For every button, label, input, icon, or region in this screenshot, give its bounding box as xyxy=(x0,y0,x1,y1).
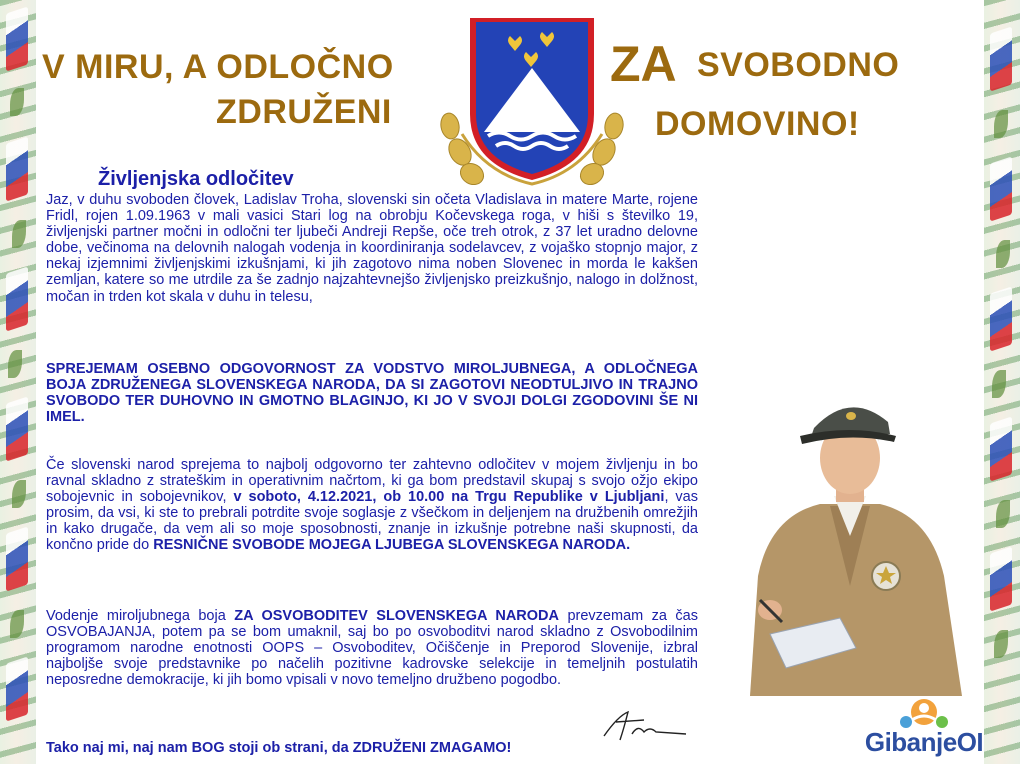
headline-right-line1: SVOBODNO xyxy=(697,46,900,84)
flag-ribbon xyxy=(6,396,28,461)
right-decorative-border xyxy=(984,0,1020,764)
signature-icon xyxy=(598,706,688,746)
leaf xyxy=(996,500,1010,528)
paragraph-request-part-c: , vas prosim, da vsi, ki ste to prebrali potrdite svoje soglasje z všečkom in deljenjem na družbenih omrežjih in kako drugače, da vem ali so moje sposobnosti, znanje in izkušnje potrebne naši skupnosti, da končno pride do xyxy=(46,489,698,554)
paragraph-request-emphasis: RESNIČNE SVOBODE MOJEGA LJUBEGA SLOVENSKEGA NARODA. xyxy=(153,537,631,554)
gibanje-logo-text: GibanjeOI xyxy=(864,727,984,757)
flag-ribbon xyxy=(6,656,28,721)
paragraph-intro: Jaz, v duhu svoboden človek, Ladislav Troha, slovenski sin očeta Vladislava in matere Marte, rojene Fridl, rojen 1.09.1963 v mali vasici Stari log na obrobju Kočevskega roga, v hiši s številko 19, življenjski partner močni in odločni ter ljubeči Andreji Repše, oče treh otrok, z 37 let uradno delovne dobe, večinoma na delovnih nalogah vodenja in koordiniranja sodelavcev, z vojaško stopnjo major, z nekaj izjemnimi življenjskimi izkušnjami, ki jih zagotovo nima noben Slovenec in morda le kakšen zemljan, katere so me utrdile za še zadnjo najzahtevnejšo življenjsko preizkušnjo, nalogo in dolžnost, močan in trden kot skala v duhu in telesu, xyxy=(46,192,698,305)
event-date-location: v soboto, 4.12.2021, ob 10.00 na Trgu Republike v Ljubljani xyxy=(233,489,665,506)
flag-ribbon xyxy=(990,546,1012,611)
paragraph-request xyxy=(46,457,698,554)
flag-ribbon xyxy=(990,286,1012,351)
leaf xyxy=(994,110,1008,138)
paragraph-leadership-emphasis: ZA OSVOBODITEV SLOVENSKEGA NARODA xyxy=(234,608,560,624)
flag-ribbon xyxy=(990,26,1012,91)
leaf xyxy=(10,610,24,638)
paragraph-request-part-a: Če slovenski narod sprejema to najbolj odgovorno ter zahtevno odločitev v mojem življenju in bo ravnal skladno z strateškim in operativnim načrtom, ki ga bom predstavil skupaj s svojo ožjo ekipo sobojevnic in sobojevnikov, xyxy=(46,457,698,506)
coat-of-arms-icon xyxy=(432,14,632,186)
paragraph-leadership-part-c: prevzemam za čas OSVOBAJANJA, potem pa se bom umaknil, saj bo po osvoboditvi narod skladno z Osvobodilnim programom narodne enotnosti OOPS – Osvoboditev, Očiščenje in Preporod Slovenije, izbral najboljše svoje predstavnike po načelih pozitivne kadrovske selekcije in temeljnih postulatih neposredne demokracije, ki jih bomo vpisali v novo temeljno družbeno pogodbo. xyxy=(46,608,698,689)
flag-ribbon xyxy=(6,136,28,201)
headline-left-line2: ZDRUŽENI xyxy=(216,93,392,131)
leaf xyxy=(12,480,26,508)
leaf xyxy=(8,350,22,378)
leaf xyxy=(994,630,1008,658)
headline-right-za: ZA xyxy=(610,36,677,92)
left-decorative-border xyxy=(0,0,36,764)
leaf xyxy=(12,220,26,248)
paragraph-leadership xyxy=(46,608,698,688)
headline-left-line1: V MIRU, A ODLOČNO xyxy=(42,48,394,86)
flag-ribbon xyxy=(6,266,28,331)
flag-ribbon xyxy=(990,156,1012,221)
flag-ribbon xyxy=(6,6,28,71)
leaf xyxy=(992,370,1006,398)
document-title: Življenjska odločitev xyxy=(98,168,294,190)
headline-right-line2: DOMOVINO! xyxy=(655,105,860,143)
paragraph-declaration: SPREJEMAM OSEBNO ODGOVORNOST ZA VODSTVO MIROLJUBNEGA, A ODLOČNEGA BOJA ZDRUŽENEGA SLOVENSKEGA NARODA, DA SI ZAGOTOVI NEODTULJIVO IN TRAJNO SVOBODO TER DUHOVNO IN GMOTNO BLAGINJO, KI JO V SVOJI DOLGI ZGODOVINI ŠE NI IMEL. xyxy=(46,361,698,426)
paragraph-leadership-part-a: Vodenje miroljubnega boja xyxy=(46,608,235,624)
leaf xyxy=(996,240,1010,268)
leaf xyxy=(10,88,24,116)
closing-line: Tako naj mi, naj nam BOG stoji ob strani, da ZDRUŽENI ZMAGAMO! xyxy=(46,740,512,756)
portrait-photo xyxy=(730,386,970,696)
flag-ribbon xyxy=(6,526,28,591)
gibanje-logo xyxy=(862,698,986,760)
flag-ribbon xyxy=(990,416,1012,481)
